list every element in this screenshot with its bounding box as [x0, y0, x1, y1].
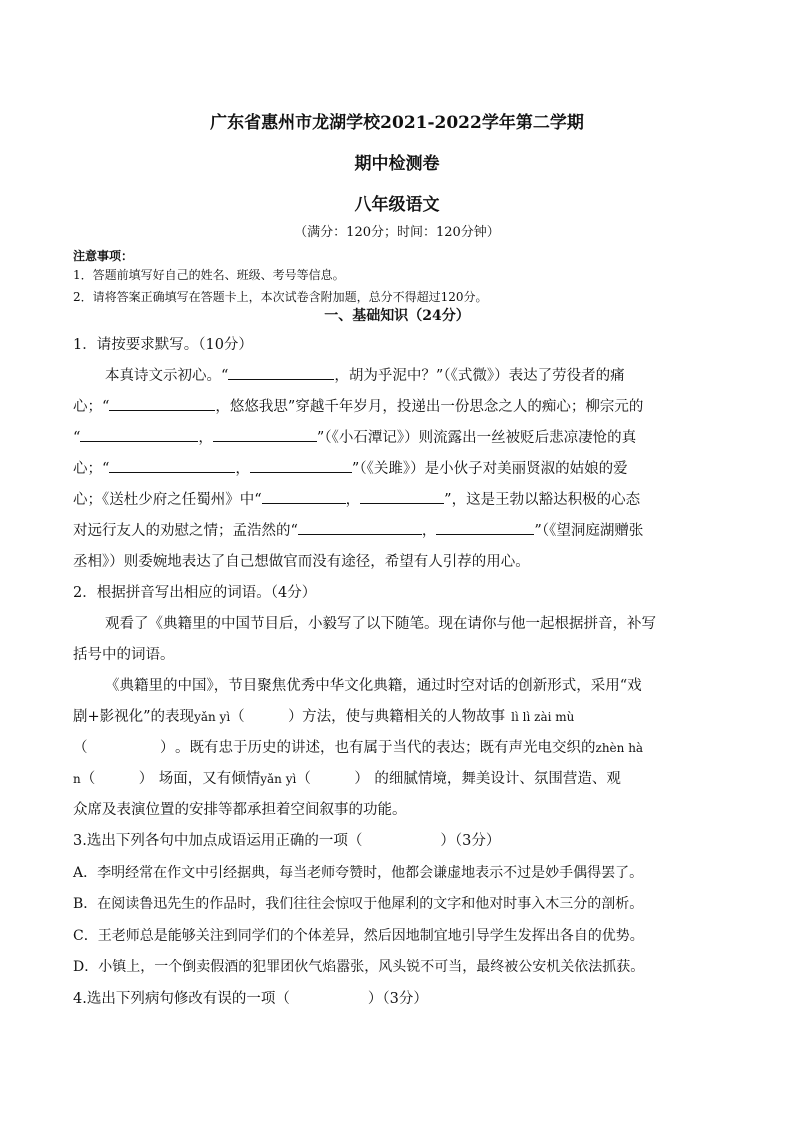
pinyin: yǎn yì — [194, 710, 231, 724]
text-segment: 3.选出下列各句中加点成语运用正确的一项（ — [73, 833, 363, 849]
pinyin: lì lì zài mù — [511, 710, 575, 724]
text-segment: ， — [345, 492, 361, 508]
answer-blank[interactable] — [80, 427, 198, 442]
text-segment: ， — [198, 430, 213, 446]
text-segment: 4.选出下列病句修改有误的一项（ — [73, 991, 290, 1007]
question-text — [73, 395, 733, 416]
text-segment: ， — [421, 523, 437, 539]
answer-bracket[interactable]: （ ） — [80, 771, 154, 787]
option-a: A．李明经常在作文中引经据典，每当老师夸赞时，他都会谦虚地表示不过是妙手偶得罢了。 — [73, 865, 644, 881]
answer-blank[interactable] — [298, 520, 422, 535]
text-segment: 。既有忠于历史的讲述，也有属于当代的表达；既有声光电交织的 — [175, 740, 596, 756]
text-segment: “ — [73, 430, 81, 446]
text-segment: 本真诗文示初心。“ — [105, 368, 229, 384]
exam-info: （满分：120分；时间：120分钟） — [294, 225, 500, 240]
text-segment: 剧+影视化”的表现 — [73, 709, 195, 725]
answer-blank[interactable] — [109, 396, 215, 411]
question-stem — [73, 987, 733, 1008]
text-segment: 方法，使与典籍相关的人物故事 — [302, 709, 506, 725]
question-stem: 1．请按要求默写。（10分） — [73, 337, 253, 353]
text-segment: ”（《关雎》）是小伙子对美丽贤淑的姑娘的爱 — [351, 461, 628, 477]
question-text — [73, 519, 733, 540]
question-text: 括号中的词语。 — [73, 647, 175, 663]
answer-blank[interactable] — [436, 520, 534, 535]
text-segment: 的细腻情境，舞美设计、氛围营造、观 — [374, 771, 621, 787]
answer-blank[interactable] — [250, 458, 352, 473]
text-segment: 对远行友人的劝慰之情；孟浩然的“ — [73, 523, 298, 539]
section-title: 一、基础知识（24分） — [324, 308, 470, 324]
text-segment: ”（《小石潭记》）则流露出一丝被贬后悲凉凄怆的真 — [316, 430, 637, 446]
text-segment: ）（3分） — [367, 991, 428, 1007]
answer-blank[interactable] — [213, 427, 317, 442]
answer-bracket[interactable]: （ ） — [296, 771, 369, 787]
note-item: 2．请将答案正确填写在答题卡上，本次试卷含附加题，总分不得超过120分。 — [73, 290, 488, 304]
text-segment: 心；《送杜少府之任蜀州》中“ — [73, 492, 262, 508]
question-text — [73, 705, 733, 726]
question-text — [73, 457, 733, 478]
answer-blank[interactable] — [109, 458, 235, 473]
question-text — [105, 364, 735, 385]
answer-bracket[interactable]: （ ） — [73, 740, 175, 756]
question-stem: 2．根据拼音写出相应的词语。（4分） — [73, 585, 317, 601]
text-segment: ， — [235, 461, 250, 477]
text-segment: ，胡为乎泥中？”（《式微》）表达了劳役者的痛 — [334, 368, 625, 384]
text-segment: 心；“ — [73, 399, 110, 415]
question-stem — [73, 829, 733, 850]
text-segment: 场面，又有倾情 — [158, 771, 261, 787]
text-segment: ”（《望洞庭湖赠张 — [534, 523, 644, 539]
note-item: 1．答题前填写好自己的姓名、班级、考号等信息。 — [73, 268, 345, 282]
question-text: 观看了《典籍里的中国节目后，小毅写了以下随笔。现在请你与他一起根据拼音，补写 — [105, 616, 656, 632]
question-text — [73, 767, 733, 788]
option-d: D．小镇上，一个倒卖假酒的犯罪团伙气焰嚣张，风头锐不可当，最终被公安机关依法抓获。 — [73, 959, 645, 975]
pinyin: yǎn yì — [260, 772, 297, 786]
pinyin: n — [73, 772, 81, 786]
answer-blank[interactable] — [228, 365, 334, 380]
pinyin: zhèn hà — [595, 741, 644, 755]
option-c: C．王老师总是能够关注到同学们的个体差异，然后因地制宜地引导学生发挥出各自的优势。 — [73, 928, 644, 944]
question-text — [73, 736, 733, 757]
option-b: B．在阅读鲁迅先生的作品时，我们往往会惊叹于他犀利的文字和他对时事入木三分的剖析。 — [73, 896, 644, 912]
answer-blank[interactable] — [360, 489, 444, 504]
question-text: 《典籍里的中国》，节目聚焦优秀中华文化典籍，通过时空对话的创新形式，采用“戏 — [105, 678, 642, 694]
notes-heading: 注意事项： — [73, 249, 134, 263]
question-text: 众席及表演位置的安排等都承担着空间叙事的功能。 — [73, 802, 407, 818]
text-segment: ）（3分） — [440, 833, 501, 849]
exam-subtitle: 期中检测卷 — [354, 154, 440, 174]
text-segment: ”，这是王勃以豁达积极的心态 — [444, 492, 641, 508]
answer-bracket[interactable]: （ ） — [230, 709, 303, 725]
exam-subject: 八年级语文 — [354, 195, 440, 215]
text-segment: ，悠悠我思”穿越千年岁月，投递出一份思念之人的痴心；柳宗元的 — [215, 399, 644, 415]
text-segment: 心；“ — [73, 461, 110, 477]
question-text: 丞相》）则委婉地表达了自己想做官而没有途径，希望有人引荐的用心。 — [73, 554, 530, 570]
question-text — [73, 488, 733, 509]
exam-title: 广东省惠州市龙湖学校2021-2022学年第二学期 — [210, 113, 584, 133]
answer-blank[interactable] — [262, 489, 346, 504]
question-text — [73, 426, 733, 447]
